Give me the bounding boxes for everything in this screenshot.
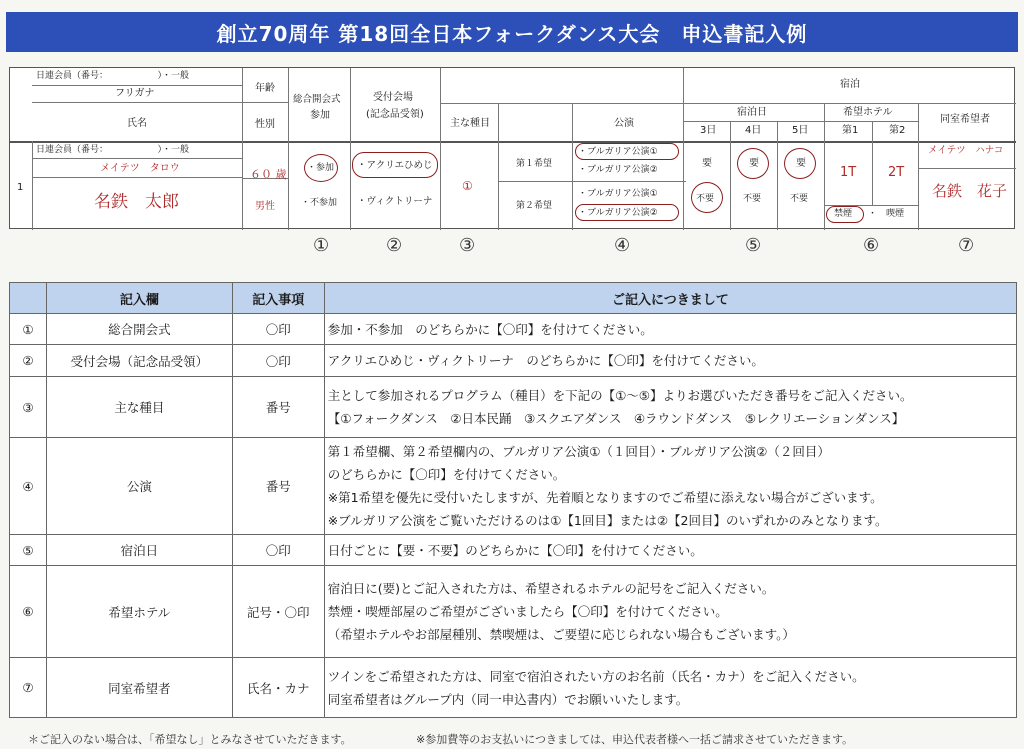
day3-noneed: 不要	[696, 194, 715, 204]
application-form-example	[9, 67, 1015, 229]
row-method: 番号	[232, 377, 324, 438]
row-field: 主な種目	[46, 377, 232, 438]
nonsmoking-option: 禁煙	[834, 209, 853, 219]
description-line: 宿泊日に(要)とご記入された方は、希望されるホテルの記号をご記入ください。	[327, 581, 775, 596]
day4-header: 4日	[745, 125, 762, 136]
age-header: 年齢	[255, 83, 275, 94]
perf-choice2-opt2: ・ブルガリア公演②	[578, 208, 658, 218]
description-line: 禁煙・喫煙部屋のご希望がございましたら【〇印】を付けてください。	[327, 604, 728, 619]
perf-choice1-opt1: ・ブルガリア公演①	[578, 147, 658, 157]
table-row	[10, 314, 1017, 345]
roommate-name: 名鉄 花子	[932, 182, 1008, 200]
ceremony-absent: ・不参加	[301, 198, 338, 208]
smoking-selection-ellipse	[826, 206, 864, 223]
hotel2-header: 第2	[889, 125, 906, 136]
description-line: 参加・不参加 のどちらかに【〇印】を付けてください。	[327, 321, 653, 337]
marker-4: ④	[614, 235, 631, 256]
table-row	[10, 438, 1017, 535]
header-method: 記入事項	[232, 283, 324, 314]
row-number: ⑤	[10, 535, 47, 566]
day3-need: 要	[702, 158, 712, 169]
main-event-header: 主な種目	[450, 118, 490, 129]
row-number: ⑥	[10, 566, 47, 658]
gender-header: 性別	[255, 119, 275, 130]
name-value: 名鉄 太郎	[94, 192, 179, 212]
perf-choice2-selection	[575, 204, 679, 221]
row-description	[324, 377, 1016, 438]
venue-option-a: ・アクリエひめじ	[357, 160, 433, 171]
row-description	[324, 566, 1016, 658]
name-header: 氏名	[127, 118, 147, 129]
day5-need: 要	[796, 158, 806, 169]
lodging-header: 宿泊	[840, 79, 860, 90]
ceremony-header: 総合開会式	[293, 94, 341, 105]
description-line: のどちらかに【〇印】を付けてください。	[327, 467, 566, 482]
row-field: 同室希望者	[46, 658, 232, 718]
day3-header: 3日	[700, 125, 717, 136]
description-line: アクリエひめじ・ヴィクトリーナ のどちらかに【〇印】を付けてください。	[327, 353, 764, 368]
marker-6: ⑥	[863, 235, 880, 256]
row-number: ③	[10, 377, 47, 438]
table-row	[10, 658, 1017, 718]
venue-selection-ellipse	[352, 152, 438, 178]
table-row	[10, 535, 1017, 566]
day4-noneed: 不要	[743, 194, 762, 204]
venue-header-sub: (記念品受領)	[366, 109, 424, 120]
day5-header: 5日	[792, 125, 809, 136]
header-blank	[10, 283, 47, 314]
day3-selection-circle	[691, 182, 723, 213]
marker-3: ③	[459, 235, 476, 256]
row-method: 記号・〇印	[232, 566, 324, 658]
row-method: 番号	[232, 438, 324, 535]
marker-1: ①	[313, 235, 330, 256]
row-field: 希望ホテル	[46, 566, 232, 658]
smoking-option: ・ 喫煙	[868, 209, 905, 219]
ceremony-header-sub: 参加	[310, 110, 330, 121]
row-description	[324, 345, 1016, 377]
row-number: ⑦	[10, 658, 47, 718]
table-row	[10, 345, 1017, 377]
venue-option-b: ・ヴィクトリーナ	[357, 196, 433, 207]
row-number: 1	[17, 182, 24, 193]
row-method: 〇印	[232, 314, 324, 345]
row-number: ②	[10, 345, 47, 377]
description-line: （希望ホテルやお部屋種別、禁喫煙は、ご要望に応じられない場合もございます。）	[327, 627, 795, 642]
roommate-header: 同室希望者	[940, 114, 990, 125]
perf-choice2-opt1: ・ブルガリア公演①	[578, 189, 658, 199]
roommate-kana: メイテツ ハナコ	[928, 145, 1004, 156]
marker-2: ②	[386, 235, 403, 256]
description-line: ※第1希望を優先に受付いたしますが、先着順となりますのでご希望に添えない場合がございます。	[327, 490, 883, 505]
day4-need: 要	[749, 158, 759, 169]
row-description	[324, 535, 1016, 566]
table-row	[10, 566, 1017, 658]
row-field: 総合開会式	[46, 314, 232, 345]
header-description: ご記入につきまして	[324, 283, 1016, 314]
row-field: 公演	[46, 438, 232, 535]
choice1-label: 第１希望	[516, 159, 553, 169]
age-value: ６０ 歳	[250, 168, 287, 181]
row-method: 氏名・カナ	[232, 658, 324, 718]
member-header: 日連会員（番号： ）・一般	[36, 71, 190, 81]
footer-note-right: ※参加費等のお支払いにつきましては、申込代表者様へ一括ご請求させていただきます。	[416, 733, 854, 746]
perf-choice1-opt2: ・ブルガリア公演②	[578, 165, 658, 175]
description-line: ツインをご希望された方は、同室で宿泊されたい方のお名前（氏名・カナ）をご記入ください。	[327, 668, 865, 684]
row-description	[324, 658, 1016, 718]
row-number: ④	[10, 438, 47, 535]
day5-noneed: 不要	[790, 194, 809, 204]
instructions-header-row	[10, 283, 1017, 314]
row-method: 〇印	[232, 535, 324, 566]
lodging-day-header: 宿泊日	[737, 107, 767, 118]
perf-choice1-selection	[575, 143, 679, 160]
row-number: ①	[10, 314, 47, 345]
row-method: 〇印	[232, 345, 324, 377]
ceremony-selection-circle	[304, 154, 338, 182]
choice2-label: 第２希望	[516, 201, 553, 211]
furigana-header: フリガナ	[115, 88, 155, 99]
instructions-table	[9, 282, 1017, 718]
venue-header: 受付会場	[373, 92, 413, 103]
description-line: 【①フォークダンス ②日本民踊 ③スクエアダンス ④ラウンドダンス ⑤レクリエーションダンス】	[327, 411, 905, 426]
footer-note-left: ＊ご記入のない場合は、「希望なし」とみなさせていただきます。	[28, 733, 352, 746]
marker-7: ⑦	[958, 235, 975, 256]
page-title: 創立70周年 第18回全日本フォークダンス大会 申込書記入例	[6, 12, 1018, 52]
hotel1-value: 1T	[840, 165, 857, 180]
description-line: 主として参加されるプログラム（種目）を下記の【①～⑤】よりお選びいただき番号をご記入ください。	[327, 388, 913, 403]
performance-header: 公演	[614, 118, 634, 129]
hotel1-header: 第1	[842, 125, 859, 136]
table-row	[10, 377, 1017, 438]
row-description	[324, 438, 1016, 535]
description-line: 第１希望欄、第２希望欄内の、ブルガリア公演①（１回目）・ブルガリア公演②（２回目）	[327, 444, 830, 459]
main-event-value: ①	[462, 179, 473, 193]
gender-value: 男性	[255, 201, 275, 212]
hotel2-value: 2T	[888, 165, 905, 180]
row-field: 受付会場（記念品受領）	[46, 345, 232, 377]
furigana-value: メイテツ タロウ	[100, 163, 180, 174]
row-field: 宿泊日	[46, 535, 232, 566]
description-line: 日付ごとに【要・不要】のどちらかに【〇印】を付けてください。	[327, 542, 703, 558]
description-line: ※ブルガリア公演をご覧いただけるのは①【1回目】または②【2回目】のいずれかのみとなります。	[327, 513, 888, 528]
row-description	[324, 314, 1016, 345]
day5-selection-circle	[784, 148, 816, 179]
member-value: 日連会員（番号： ）・一般	[36, 145, 190, 155]
day4-selection-circle	[737, 148, 769, 179]
description-line: 同室希望者はグループ内（同一申込書内）でお願いいたします。	[327, 691, 689, 707]
hotel-header: 希望ホテル	[843, 107, 893, 118]
header-field: 記入欄	[46, 283, 232, 314]
ceremony-attend: ・参加	[307, 163, 335, 173]
marker-5: ⑤	[745, 235, 762, 256]
